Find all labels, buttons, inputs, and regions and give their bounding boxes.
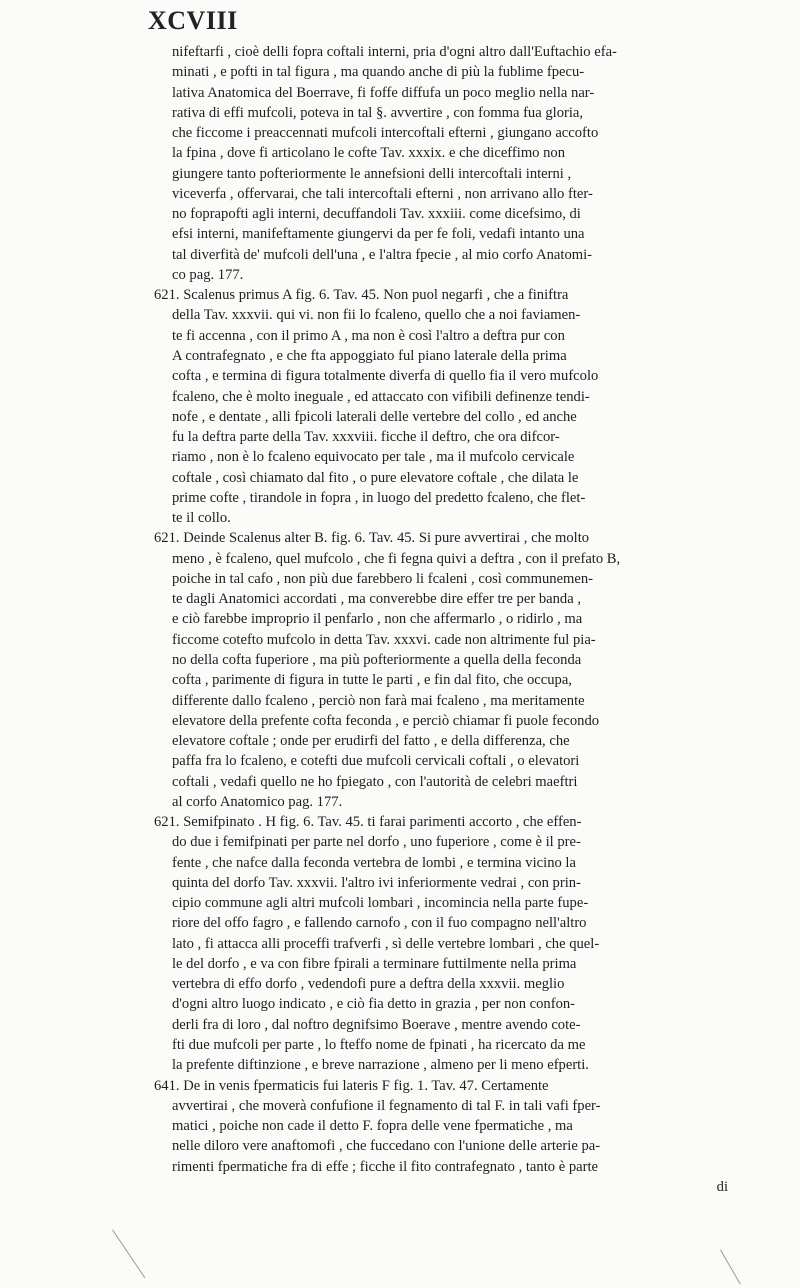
- paragraph-first-line: 621. Deinde Scalenus alter B. fig. 6. Tav. 45. Si pure avvertirai , che molto: [154, 530, 590, 547]
- text-line: della Tav. xxxvii. qui vi. non fii lo fcaleno, quello che a noi faviamen-: [172, 307, 581, 324]
- text-line: cipio commune agli altri mufcoli lombari , incomincia nella parte fupe-: [172, 895, 589, 912]
- margin-pen-stroke: [720, 1250, 741, 1285]
- text-line: poiche in tal cafo , non più due farebbero li fcaleni , così communemen-: [172, 570, 594, 587]
- text-line: elevatore della prefente cofta feconda , e perciò chiamar fi puole fecondo: [172, 712, 600, 729]
- text-line: che ficcome i preaccennati mufcoli intercoftali efterni , giungano accofto: [172, 125, 599, 142]
- text-line: riamo , non è lo fcaleno equivocato per tale , ma il mufcolo cervicale: [172, 449, 575, 466]
- text-line: e ciò farebbe improprio il penfarlo , non che affermarlo , o ridirlo , ma: [172, 611, 583, 628]
- text-line: do due i femifpinati per parte nel dorfo , uno fuperiore , come è il pre-: [172, 834, 581, 851]
- text-line: meno , è fcaleno, quel mufcolo , che fi fegna quivi a deftra , con il prefato B,: [172, 550, 621, 567]
- text-line: elevatore coftale ; onde per erudirfi del fatto , e della differenza, che: [172, 733, 570, 750]
- text-line: lato , fi attacca alli proceffi trafverfi , sì delle vertebre lombari , che quel-: [172, 935, 600, 952]
- text-line: giungere tanto pofteriormente le annefsioni delli intercoftali interni ,: [172, 165, 572, 182]
- text-line: fti due mufcoli per parte , lo fteffo nome de fpinati , ha ricercato da me: [172, 1037, 586, 1054]
- text-line: le del dorfo , e va con fibre fpirali a terminare futtilmente nella prima: [172, 955, 577, 972]
- text-line: la prefente diftinzione , e breve narrazione , almeno per li meno efperti.: [172, 1057, 589, 1074]
- text-line: matici , poiche non cade il detto F. fopra delle vene fpermatiche , ma: [172, 1118, 573, 1135]
- margin-pen-stroke: [112, 1229, 145, 1278]
- text-line: nofe , e dentate , alli fpicoli laterali delle vertebre del collo , ed anche: [172, 408, 577, 425]
- text-line: fente , che nafce dalla feconda vertebra de lombi , e termina vicino la: [172, 854, 576, 871]
- catchword: di: [716, 1178, 728, 1195]
- paragraph-first-line: 621. Semifpinato . H fig. 6. Tav. 45. ti farai parimenti accorto , che effen-: [154, 814, 582, 831]
- text-line: tal diverfità de' mufcoli dell'una , e l'altra fpecie , al mio corfo Anatomi-: [172, 246, 593, 263]
- text-line: derli fra di loro , dal noftro degnifsimo Boerave , mentre avendo cote-: [172, 1016, 581, 1033]
- text-line: minati , e pofti in tal figura , ma quando anche di più la fublime fpecu-: [172, 64, 585, 81]
- text-line: vertebra di effo dorfo , vedendofi pure a deftra della xxxvii. meglio: [172, 976, 565, 993]
- text-line: d'ogni altro luogo indicato , e ciò fia detto in grazia , per non confon-: [172, 996, 576, 1013]
- text-line: nelle diloro vere anaftomofi , che fuccedano con l'unione delle arterie pa-: [172, 1138, 601, 1155]
- text-line: rimenti fpermatiche fra di effe ; ficche il fito contrafegnato , tanto è parte: [172, 1158, 598, 1175]
- text-line: te fi accenna , con il primo A , ma non è così l'altro a deftra pur con: [172, 327, 565, 344]
- text-line: cofta , parimente di figura in tutte le parti , e fin dal fito, che occupa,: [172, 672, 572, 689]
- text-line: quinta del dorfo Tav. xxxvii. l'altro ivi inferiormente vedrai , con prin-: [172, 874, 581, 891]
- text-line: A contrafegnato , e che fta appoggiato ful piano laterale della prima: [172, 347, 567, 364]
- text-line: viceverfa , offervarai, che tali intercoftali efterni , non arrivano allo fter-: [172, 185, 593, 202]
- text-line: nifeftarfi , cioè delli fopra coftali interni, pria d'ogni altro dall'Euftachio efa-: [172, 44, 617, 60]
- paragraph-first-line: 641. De in venis fpermaticis fui lateris F fig. 1. Tav. 47. Certamente: [154, 1077, 549, 1094]
- text-line: rativa di effi mufcoli, poteva in tal §. avvertire , con fomma fua gloria,: [172, 104, 584, 121]
- text-line: coftale , così chiamato dal fito , o pure elevatore coftale , che dilata le: [172, 469, 579, 486]
- text-line: fcaleno, che è molto ineguale , ed attaccato con vifibili definenze tendi-: [172, 388, 590, 405]
- text-line: riore del offo fagro , e fallendo carnofo , con il fuo compagno nell'altro: [172, 915, 587, 932]
- text-line: lativa Anatomica del Boerrave, fi foffe diffufa un poco meglio nella nar-: [172, 84, 595, 101]
- page-number: XCVIII: [148, 6, 238, 35]
- text-line: fu la deftra parte della Tav. xxxviii. ficche il deftro, che ora difcor-: [172, 429, 560, 446]
- text-line: ficcome cotefto mufcolo in detta Tav. xxxvi. cade non altrimente ful pia-: [172, 631, 596, 648]
- text-line: cofta , e termina di figura totalmente diverfa di quello fia il vero mufcolo: [172, 368, 599, 385]
- text-line: co pag. 177.: [172, 266, 244, 283]
- text-line: differente dallo fcaleno , perciò non farà mai fcaleno , ma meritamente: [172, 692, 585, 709]
- text-line: efsi interni, manifeftamente giungervi da per fe foli, vedafi intanto una: [172, 226, 585, 243]
- text-line: paffa fra lo fcaleno, e cotefti due mufcoli cervicali coftali , o elevatori: [172, 753, 580, 770]
- body-text: [154, 42, 728, 1197]
- text-line: no della cofta fuperiore , ma più pofteriormente a quella della feconda: [172, 651, 582, 668]
- text-line: la fpina , dove fi articolano le cofte Tav. xxxix. e che diceffimo non: [172, 145, 566, 162]
- text-line: no foprapofti agli interni, decuffandoli Tav. xxxiii. come dicefsimo, di: [172, 206, 581, 223]
- paragraph-first-line: 621. Scalenus primus A fig. 6. Tav. 45. Non puol negarfi , che a finiftra: [154, 287, 569, 304]
- text-line: te il collo.: [172, 510, 231, 527]
- text-line: te dagli Anatomici accordati , ma converebbe dire effer tre per banda ,: [172, 591, 581, 608]
- text-line: avvertirai , che moverà confufione il fegnamento di tal F. in tali vafi fper-: [172, 1097, 601, 1114]
- text-line: al corfo Anatomico pag. 177.: [172, 793, 343, 810]
- text-line: coftali , vedafi quello ne ho fpiegato , con l'autorità de celebri maeftri: [172, 773, 578, 790]
- text-line: prime cofte , tirandole in fopra , in luogo del predetto fcaleno, che flet-: [172, 489, 586, 506]
